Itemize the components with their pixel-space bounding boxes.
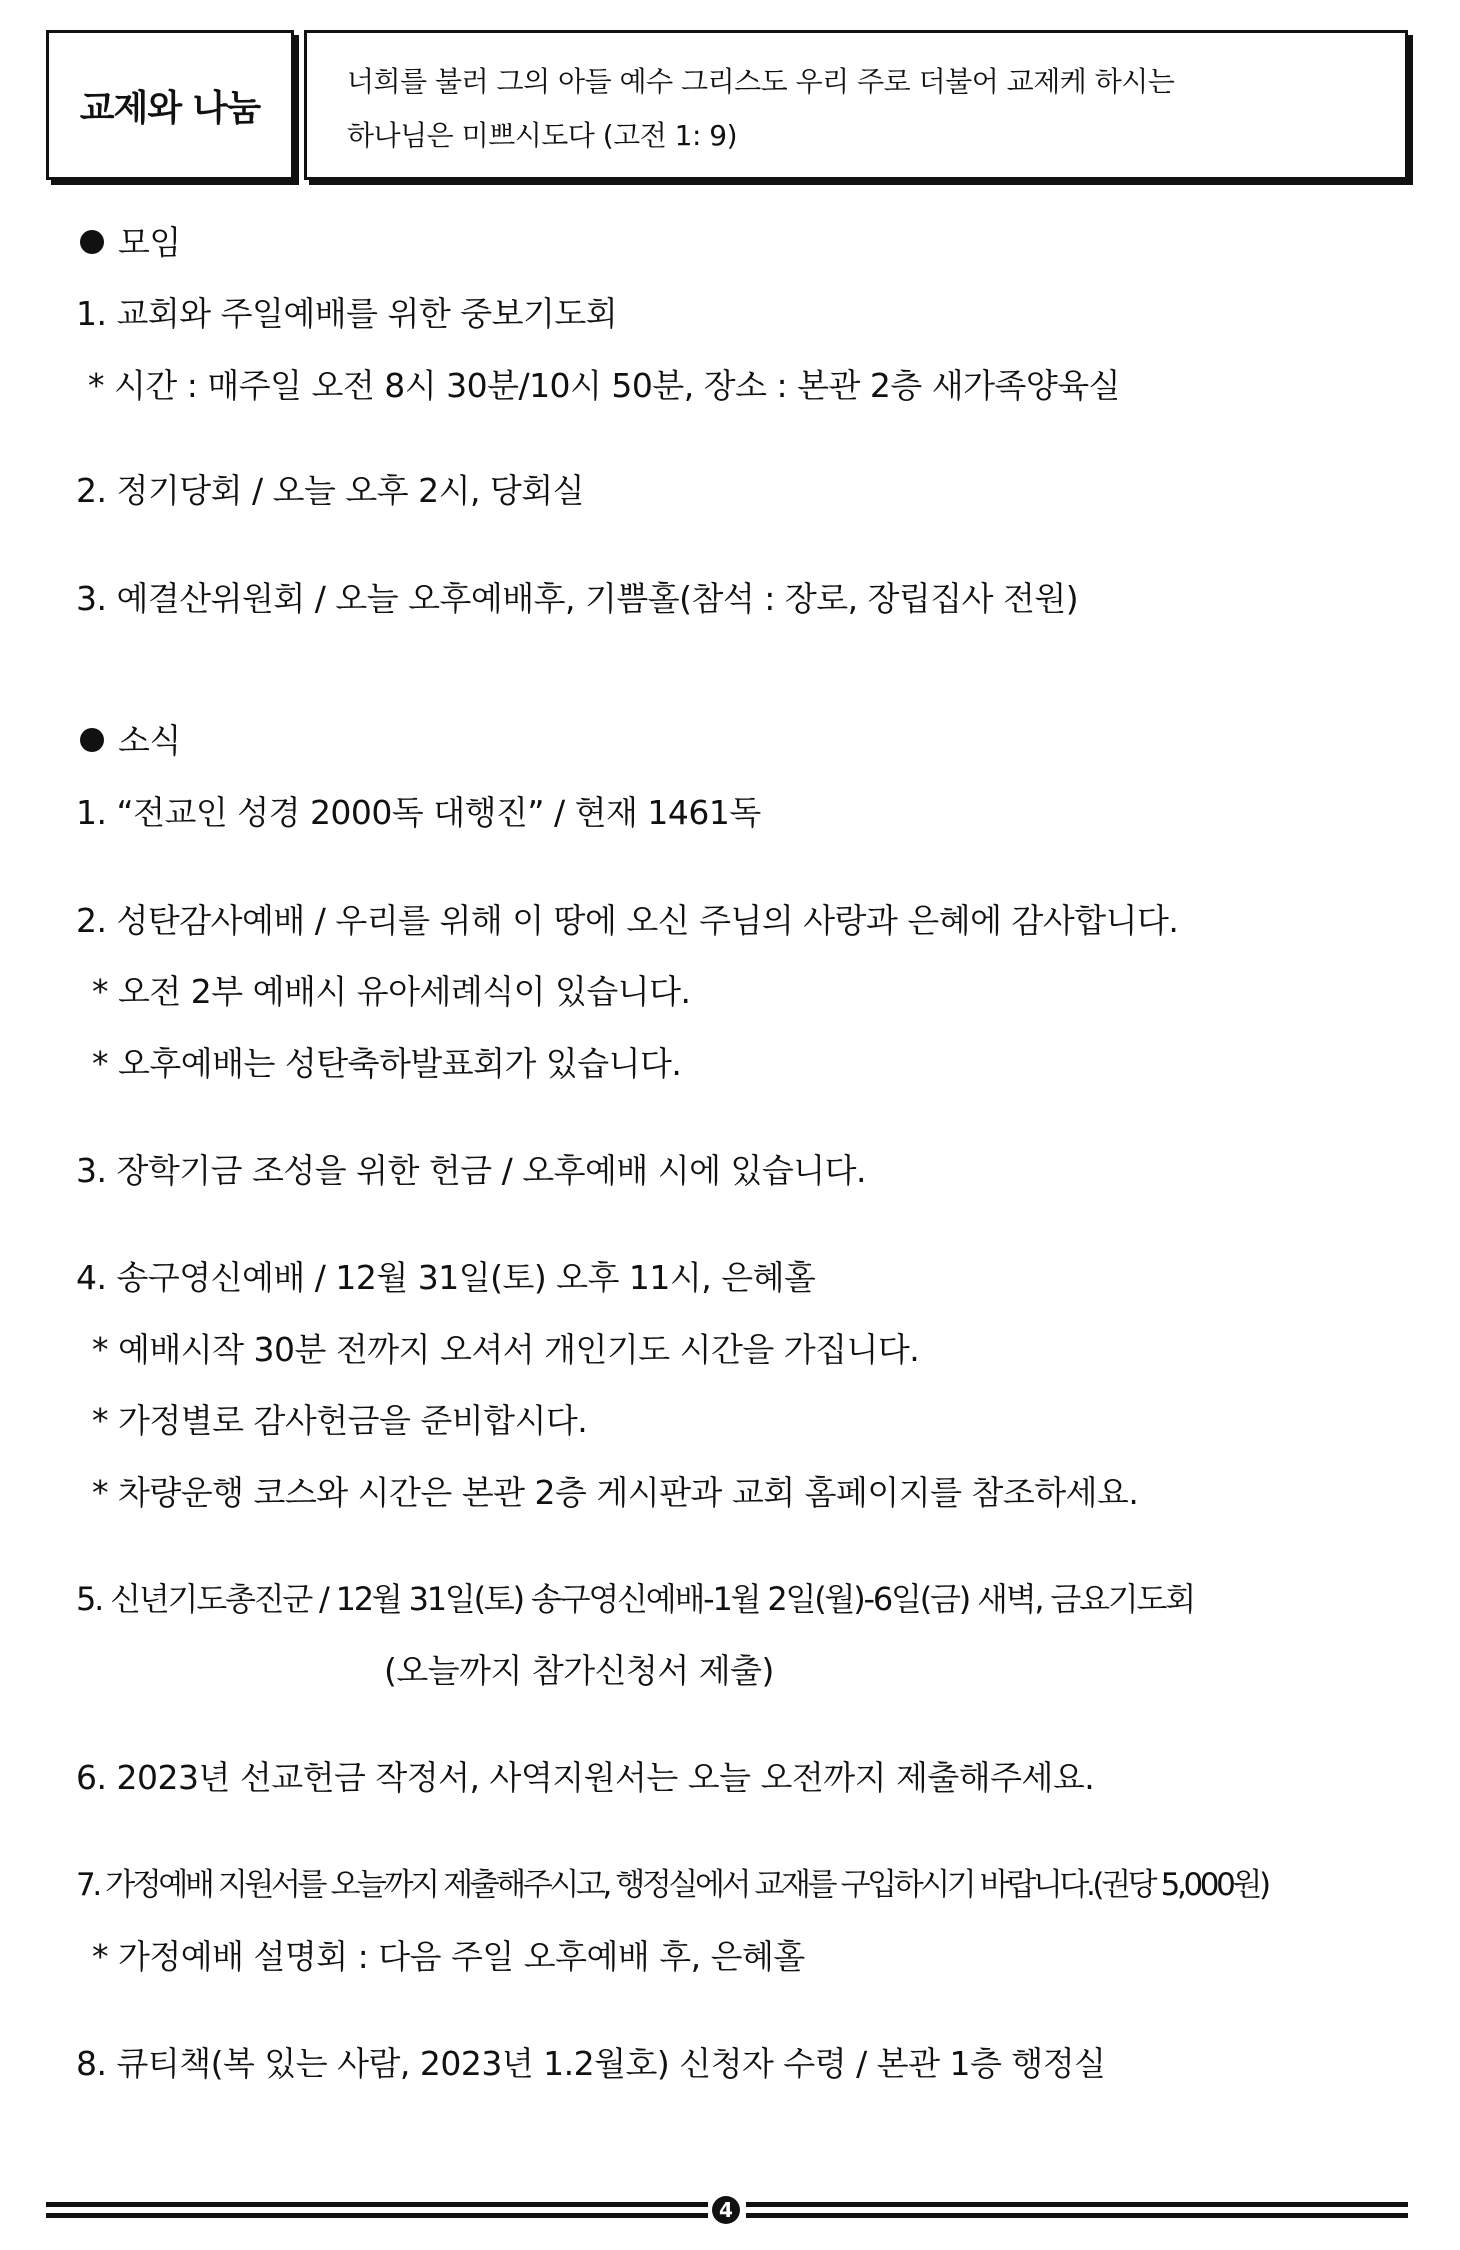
meetings-item-1-note: * 시간 : 매주일 오전 8시 30분/10시 50분, 장소 : 본관 2층 새가족양육실 — [88, 366, 1121, 405]
news-item-2: 2. 성탄감사예배 / 우리를 위해 이 땅에 오신 주님의 사랑과 은혜에 감사합니다. — [76, 901, 1179, 940]
news-item-6: 6. 2023년 선교헌금 작정서, 사역지원서는 오늘 오전까지 제출해주세요. — [76, 1758, 1095, 1797]
news-item-1: 1. “전교인 성경 2000독 대행진” / 현재 1461독 — [76, 793, 761, 832]
page-number-badge: 4 — [712, 2196, 740, 2224]
news-item-5-note: (오늘까지 참가신청서 제출) — [384, 1651, 774, 1690]
news-item-4-note-3: * 차량운행 코스와 시간은 본관 2층 게시판과 교회 홈페이지를 참조하세요. — [92, 1473, 1139, 1512]
meetings-item-3: 3. 예결산위원회 / 오늘 오후예배후, 기쁨홀(참석 : 장로, 장립집사 전원) — [76, 579, 1079, 618]
bullet-icon — [80, 230, 104, 254]
bullet-icon — [80, 728, 104, 752]
section-title: 교제와 나눔 — [79, 87, 261, 129]
verse-line-2: 하나님은 미쁘시도다 (고전 1: 9) — [347, 119, 738, 152]
section-title-box — [46, 30, 294, 180]
page-footer — [46, 2196, 1408, 2224]
verse-line-1: 너희를 불러 그의 아들 예수 그리스도 우리 주로 더불어 교제케 하시는 — [347, 65, 1175, 98]
news-item-4: 4. 송구영신예배 / 12월 31일(토) 오후 11시, 은혜홀 — [76, 1258, 816, 1297]
footer-rule-right-top — [746, 2202, 1408, 2207]
news-item-4-note-2: * 가정별로 감사헌금을 준비합시다. — [92, 1401, 588, 1440]
news-item-2-note-2: * 오후예배는 성탄축하발표회가 있습니다. — [92, 1044, 682, 1083]
news-item-8: 8. 큐티책(복 있는 사람, 2023년 1.2월호) 신청자 수령 / 본관 1층 행정실 — [76, 2044, 1106, 2083]
footer-rule-left-bottom — [46, 2213, 708, 2218]
scripture-verse-box — [304, 30, 1408, 180]
news-item-7-note: * 가정예배 설명회 : 다음 주일 오후예배 후, 은혜홀 — [92, 1937, 805, 1976]
meetings-item-1: 1. 교회와 주일예배를 위한 중보기도회 — [76, 294, 618, 333]
meetings-heading: 모임 — [80, 222, 181, 264]
news-item-7: 7. 가정예배 지원서를 오늘까지 제출해주시고, 행정실에서 교재를 구입하시기 바랍니다.(권당 5,000원) — [76, 1867, 1268, 1903]
news-item-2-note-1: * 오전 2부 예배시 유아세례식이 있습니다. — [92, 972, 691, 1011]
footer-rule-right-bottom — [746, 2213, 1408, 2218]
news-item-4-note-1: * 예배시작 30분 전까지 오셔서 개인기도 시간을 가집니다. — [92, 1330, 920, 1369]
news-heading: 소식 — [80, 720, 181, 762]
news-item-5: 5. 신년기도총진군 / 12월 31일(토) 송구영신예배-1월 2일(월)-6일(금) 새벽, 금요기도회 — [76, 1580, 1194, 1618]
meetings-item-2: 2. 정기당회 / 오늘 오후 2시, 당회실 — [76, 471, 585, 510]
news-item-3: 3. 장학기금 조성을 위한 헌금 / 오후예배 시에 있습니다. — [76, 1151, 866, 1190]
footer-rule-left-top — [46, 2202, 708, 2207]
